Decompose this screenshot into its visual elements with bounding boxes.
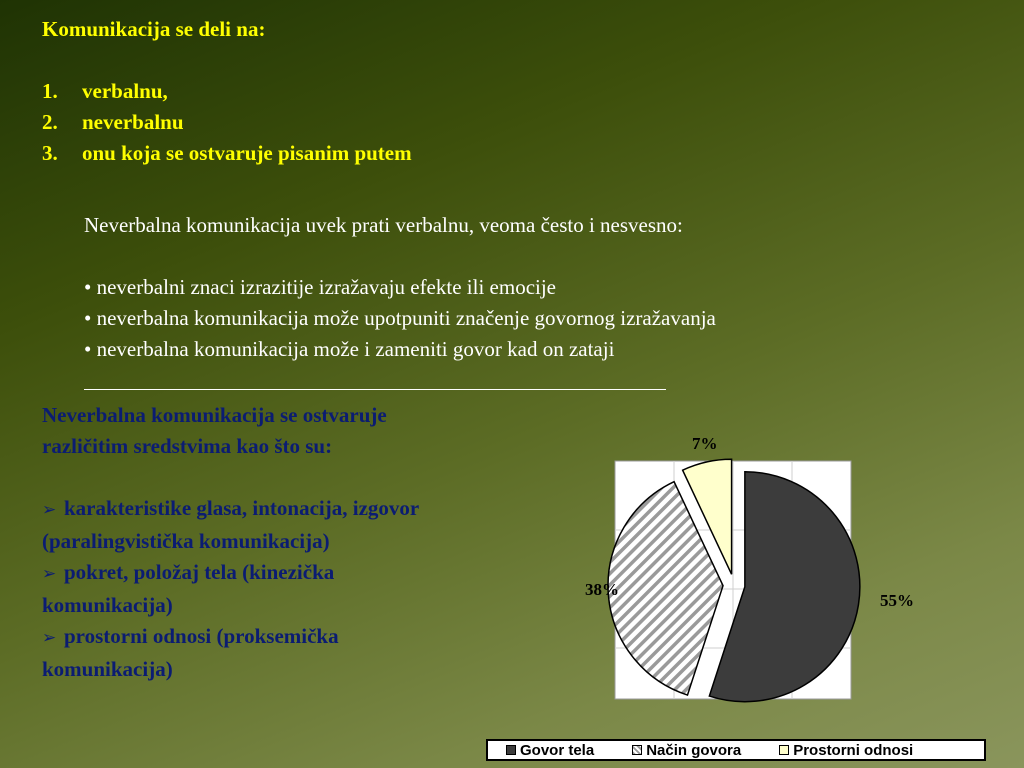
means-list <box>42 493 542 685</box>
means-item-line1: pokret, položaj tela (kinezička <box>64 560 335 584</box>
separator-line <box>84 389 666 390</box>
means-item <box>42 557 542 621</box>
pie-data-label: 38% <box>585 580 619 599</box>
means-item-line1: prostorni odnosi (proksemička <box>64 624 339 648</box>
list-item <box>42 76 642 107</box>
legend-item <box>779 742 913 759</box>
intro-heading: Komunikacija se deli na: <box>42 17 266 41</box>
legend-swatch-govor-tela <box>506 745 516 755</box>
pie-chart-svg <box>540 426 1010 726</box>
bullet-item: • neverbalni znaci izrazitije izražavaju efekte ili emocije <box>84 272 944 303</box>
list-item-text: verbalnu, <box>82 79 168 103</box>
nonverbal-lead: Neverbalna komunikacija uvek prati verbalnu, veoma često i nesvesno: <box>84 213 683 237</box>
chart-legend <box>486 739 986 761</box>
intro-section <box>42 14 642 169</box>
means-heading-line2: različitim sredstvima kao što su: <box>42 434 333 458</box>
legend-label: Način govora <box>646 741 742 759</box>
bullet-item: • neverbalna komunikacija može i zameniti govor kad on zataji <box>84 334 944 365</box>
list-number: 3. <box>42 141 58 165</box>
legend-swatch-prostorni-odnosi <box>779 745 789 755</box>
pie-data-label: 55% <box>880 591 914 610</box>
list-item <box>42 138 642 169</box>
means-item-line1: karakteristike glasa, intonacija, izgovor <box>64 496 420 520</box>
list-item <box>42 107 642 138</box>
means-heading-line1: Neverbalna komunikacija se ostvaruje <box>42 403 387 427</box>
legend-swatch-nacin-govora <box>632 745 642 755</box>
pie-chart <box>540 426 1010 726</box>
nonverbal-bullet-list <box>84 272 944 365</box>
means-item <box>42 621 542 685</box>
pie-data-label: 7% <box>692 434 718 453</box>
list-item-text: onu koja se ostvaruje pisanim putem <box>82 141 412 165</box>
list-number: 2. <box>42 110 58 134</box>
legend-item <box>632 742 741 759</box>
communication-types-list <box>42 76 642 169</box>
arrow-bullet-icon: ➢ <box>42 564 57 584</box>
means-section <box>42 400 542 685</box>
bullet-item: • neverbalna komunikacija može upotpuniti značenje govornog izražavanja <box>84 303 944 334</box>
means-item-line2: komunikacija) <box>42 593 173 617</box>
means-item <box>42 493 542 557</box>
legend-label: Prostorni odnosi <box>793 741 914 759</box>
arrow-bullet-icon: ➢ <box>42 628 57 648</box>
means-item-line2: komunikacija) <box>42 657 173 681</box>
legend-label: Govor tela <box>520 741 595 759</box>
list-item-text: neverbalnu <box>82 110 184 134</box>
list-number: 1. <box>42 79 58 103</box>
arrow-bullet-icon: ➢ <box>42 500 57 520</box>
legend-item <box>506 742 594 759</box>
means-item-line2: (paralingvistička komunikacija) <box>42 529 330 553</box>
nonverbal-section <box>84 210 944 365</box>
